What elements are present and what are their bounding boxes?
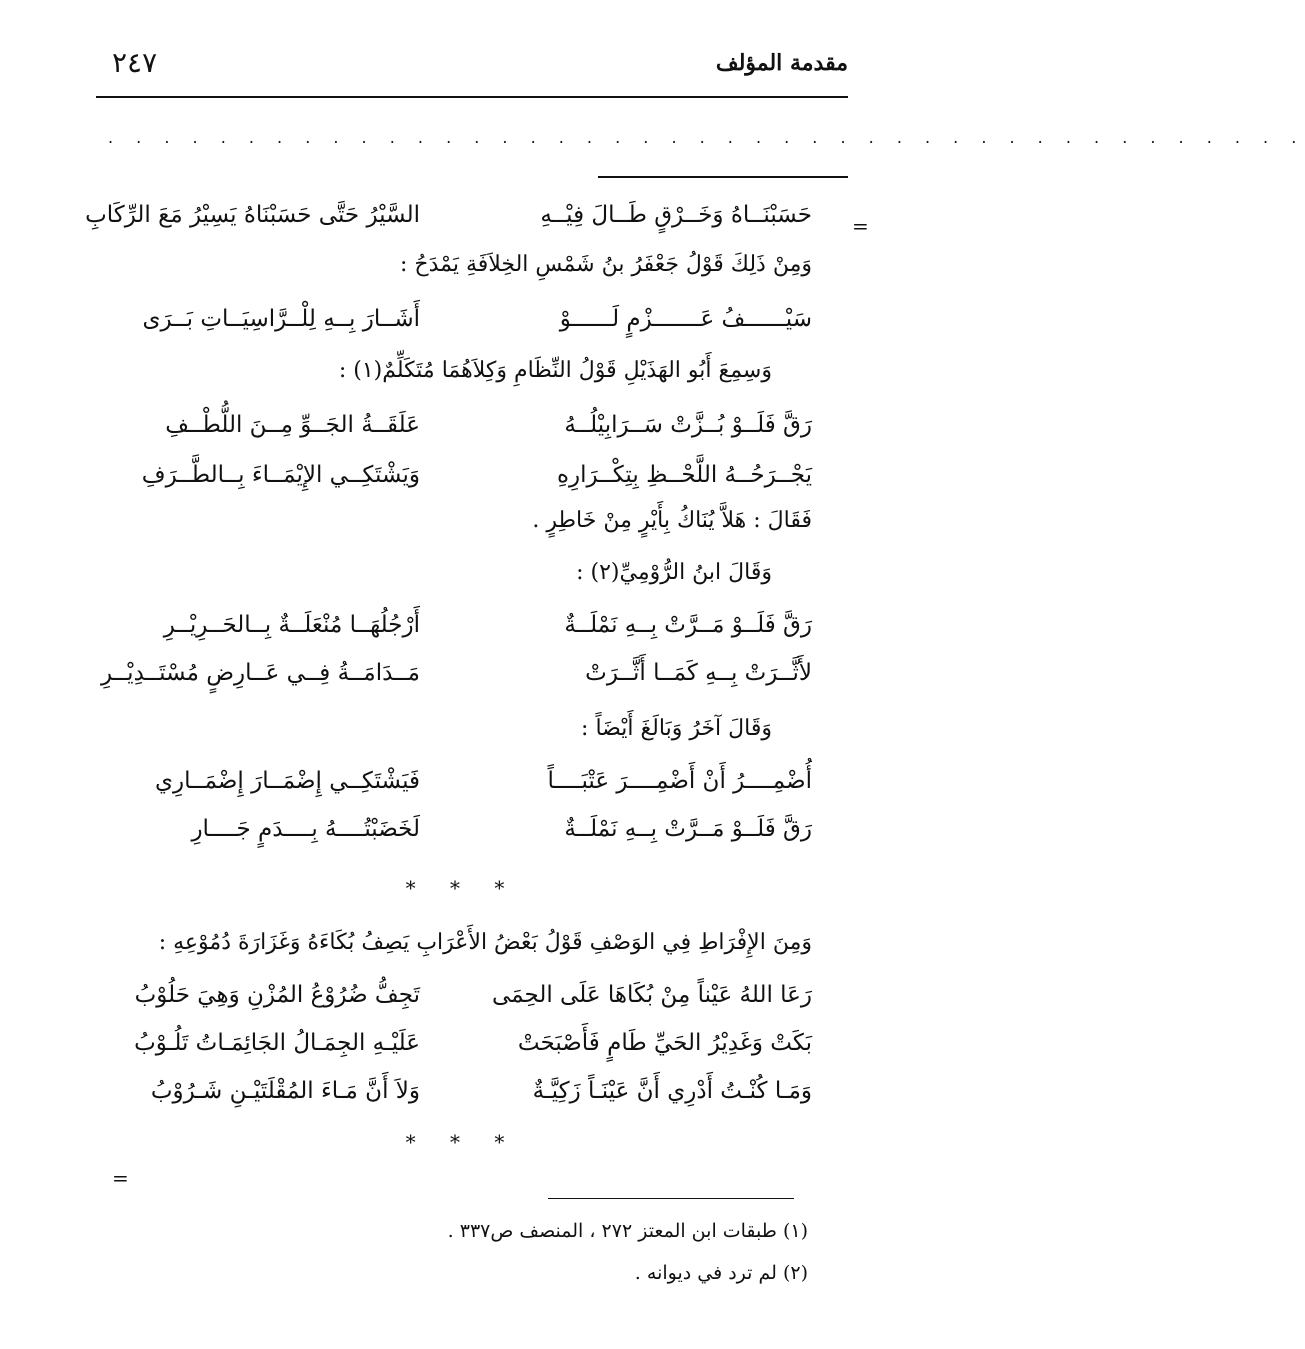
hemistich-second: عَلَيْـهِ الجِمَـالُ الجَائِمَـاتُ تَلُـوْبُ	[134, 1030, 420, 1056]
hemistich-second: أَرْجُلُهَــا مُنْعَلَــةٌ بِــالحَــرِيْــرِ	[163, 612, 420, 638]
hemistich-first: رَعَا اللهُ عَيْناً مِنْ بُكَاهَا عَلَى الحِمَى	[492, 982, 812, 1008]
verse-line	[101, 660, 812, 700]
prose-line: وَقَالَ ابنُ الرُّوْمِيِّ(٢) :	[576, 560, 772, 585]
verse-line	[132, 612, 812, 652]
hemistich-first: أُضْمِــــرُ أَنْ أَضْمِــــرَ عَتْبَــــاً	[547, 768, 812, 794]
ellipsis-dots: . . . . . . . . . . . . . . . . . . . . . . . . . . . . . . . . . . . . . . . . . . .	[108, 128, 1305, 147]
footnote-rule	[548, 1198, 794, 1199]
hemistich-second: لَخَضَبْتُــــهُ بِــــدَمٍ جَــــارِ	[191, 816, 420, 842]
verse-line	[132, 816, 812, 856]
prose-line: فَقَالَ : هَلاَّ يُنَاكُ بِأَيْرٍ مِنْ خَاطِرٍ .	[532, 508, 812, 533]
prose-line: وَمِنْ ذَلِكَ قَوْلُ جَعْفَرُ بنُ شَمْسِ الخِلاَفَةِ يَمْدَحُ :	[399, 252, 812, 277]
hemistich-first: حَسَبْنَــاهُ وَخَــرْقٍ طَــالَ فِيْــهِ	[540, 202, 812, 228]
hemistich-first: رَقَّ فَلَــوْ مَــرَّتْ بِــهِ نَمْلَــةٌ	[564, 612, 812, 638]
running-title: مقدمة المؤلف	[715, 50, 848, 76]
hemistich-second: عَلَقَــةُ الجَــوِّ مِــنَ اللُّطْــفِ	[165, 412, 420, 438]
hemistich-second: السَّيْرُ حَتَّى حَسَبْنَاهُ يَسِيْرُ مَعَ الرِّكَابِ	[85, 202, 420, 228]
hemistich-second: أَشَــارَ بِــهِ لِلْــرَّاسِيَــاتِ بَــرَى	[142, 306, 420, 332]
verse-line	[132, 462, 812, 502]
verse-line	[132, 306, 812, 346]
hemistich-second: تَجِفُّ ضُرُوْعُ المُزْنِ وَهِيَ حَلُوْبُ	[134, 982, 420, 1008]
hemistich-second: وَلاَ أَنَّ مَـاءَ المُقْلَتَيْـنِ شَـرُوْبُ	[150, 1078, 420, 1104]
verse-line	[132, 1078, 812, 1118]
continuation-mark: =	[852, 214, 869, 238]
hemistich-first: وَمَـا كُنْـتُ أَدْرِي أَنَّ عَيْنَـاً زَكِيَّـةٌ	[532, 1078, 812, 1104]
verse-line	[132, 412, 812, 452]
header-rule	[96, 96, 848, 98]
prose-line: وَقَالَ آخَرُ وَبَالَغَ أَيْضَاً :	[581, 716, 772, 741]
section-rule	[598, 176, 848, 178]
hemistich-first: يَجْــرَحُــهُ اللَّحْــظِ بِتِكْــرَارِهِ	[557, 462, 812, 488]
hemistich-second: فَيَشْتَكِــي إِضْمَــارَ إِضْمَــارِي	[155, 768, 420, 794]
hemistich-first: لأَثَّــرَتْ بِــهِ كَمَــا أَثَّــرَتْ	[585, 660, 812, 686]
footnote: (٢) لم ترد في ديوانه .	[634, 1262, 808, 1284]
verse-line	[132, 982, 812, 1022]
footnote: (١) طبقات ابن المعتز ٢٧٢ ، المنصف ص٣٣٧ .	[447, 1220, 808, 1242]
hemistich-first: رَقَّ فَلَــوْ بُــزَّتْ سَــرَابِيْلُــهُ	[564, 412, 812, 438]
prose-line: وَسِمِعَ أَبُو الهَذَيْلِ قَوْلُ النِّظَامِ وَكِلاَهُمَا مُتَكَلِّمٌ(١) :	[338, 358, 772, 383]
verse-line	[132, 768, 812, 808]
prose-line: وَمِنَ الإِفْرَاطِ فِي الوَصْفِ قَوْلُ بَعْضُ الأَعْرَابِ يَصِفُ بُكَاءَهُ وَغَزَارَةَ دُمُوْعِهِ :	[158, 930, 812, 955]
verse-line	[132, 1030, 812, 1070]
hemistich-first: سَيْــــــفُ عَـــــــزْمٍ لَــــــوْ	[559, 306, 812, 332]
hemistich-first: رَقَّ فَلَــوْ مَــرَّتْ بِــهِ نَمْلَــةٌ	[564, 816, 812, 842]
hemistich-second: وَيَشْتَكِــي الإِيْمَــاءَ بِــالطَّــرَفِ	[141, 462, 420, 488]
hemistich-first: بَكَتْ وَغَدِيْرُ الحَيِّ طَامٍ فَأَصْبَحَتْ	[517, 1030, 812, 1056]
hemistich-second: مَــدَامَــةُ فِــي عَــارِضٍ مُسْتَــدِيْــرِ	[101, 660, 420, 686]
page-number: ٢٤٧	[112, 46, 158, 79]
section-divider-stars: * * *	[405, 1130, 519, 1154]
continuation-mark: =	[112, 1166, 129, 1190]
verse-line	[85, 202, 812, 242]
section-divider-stars: * * *	[405, 876, 519, 900]
